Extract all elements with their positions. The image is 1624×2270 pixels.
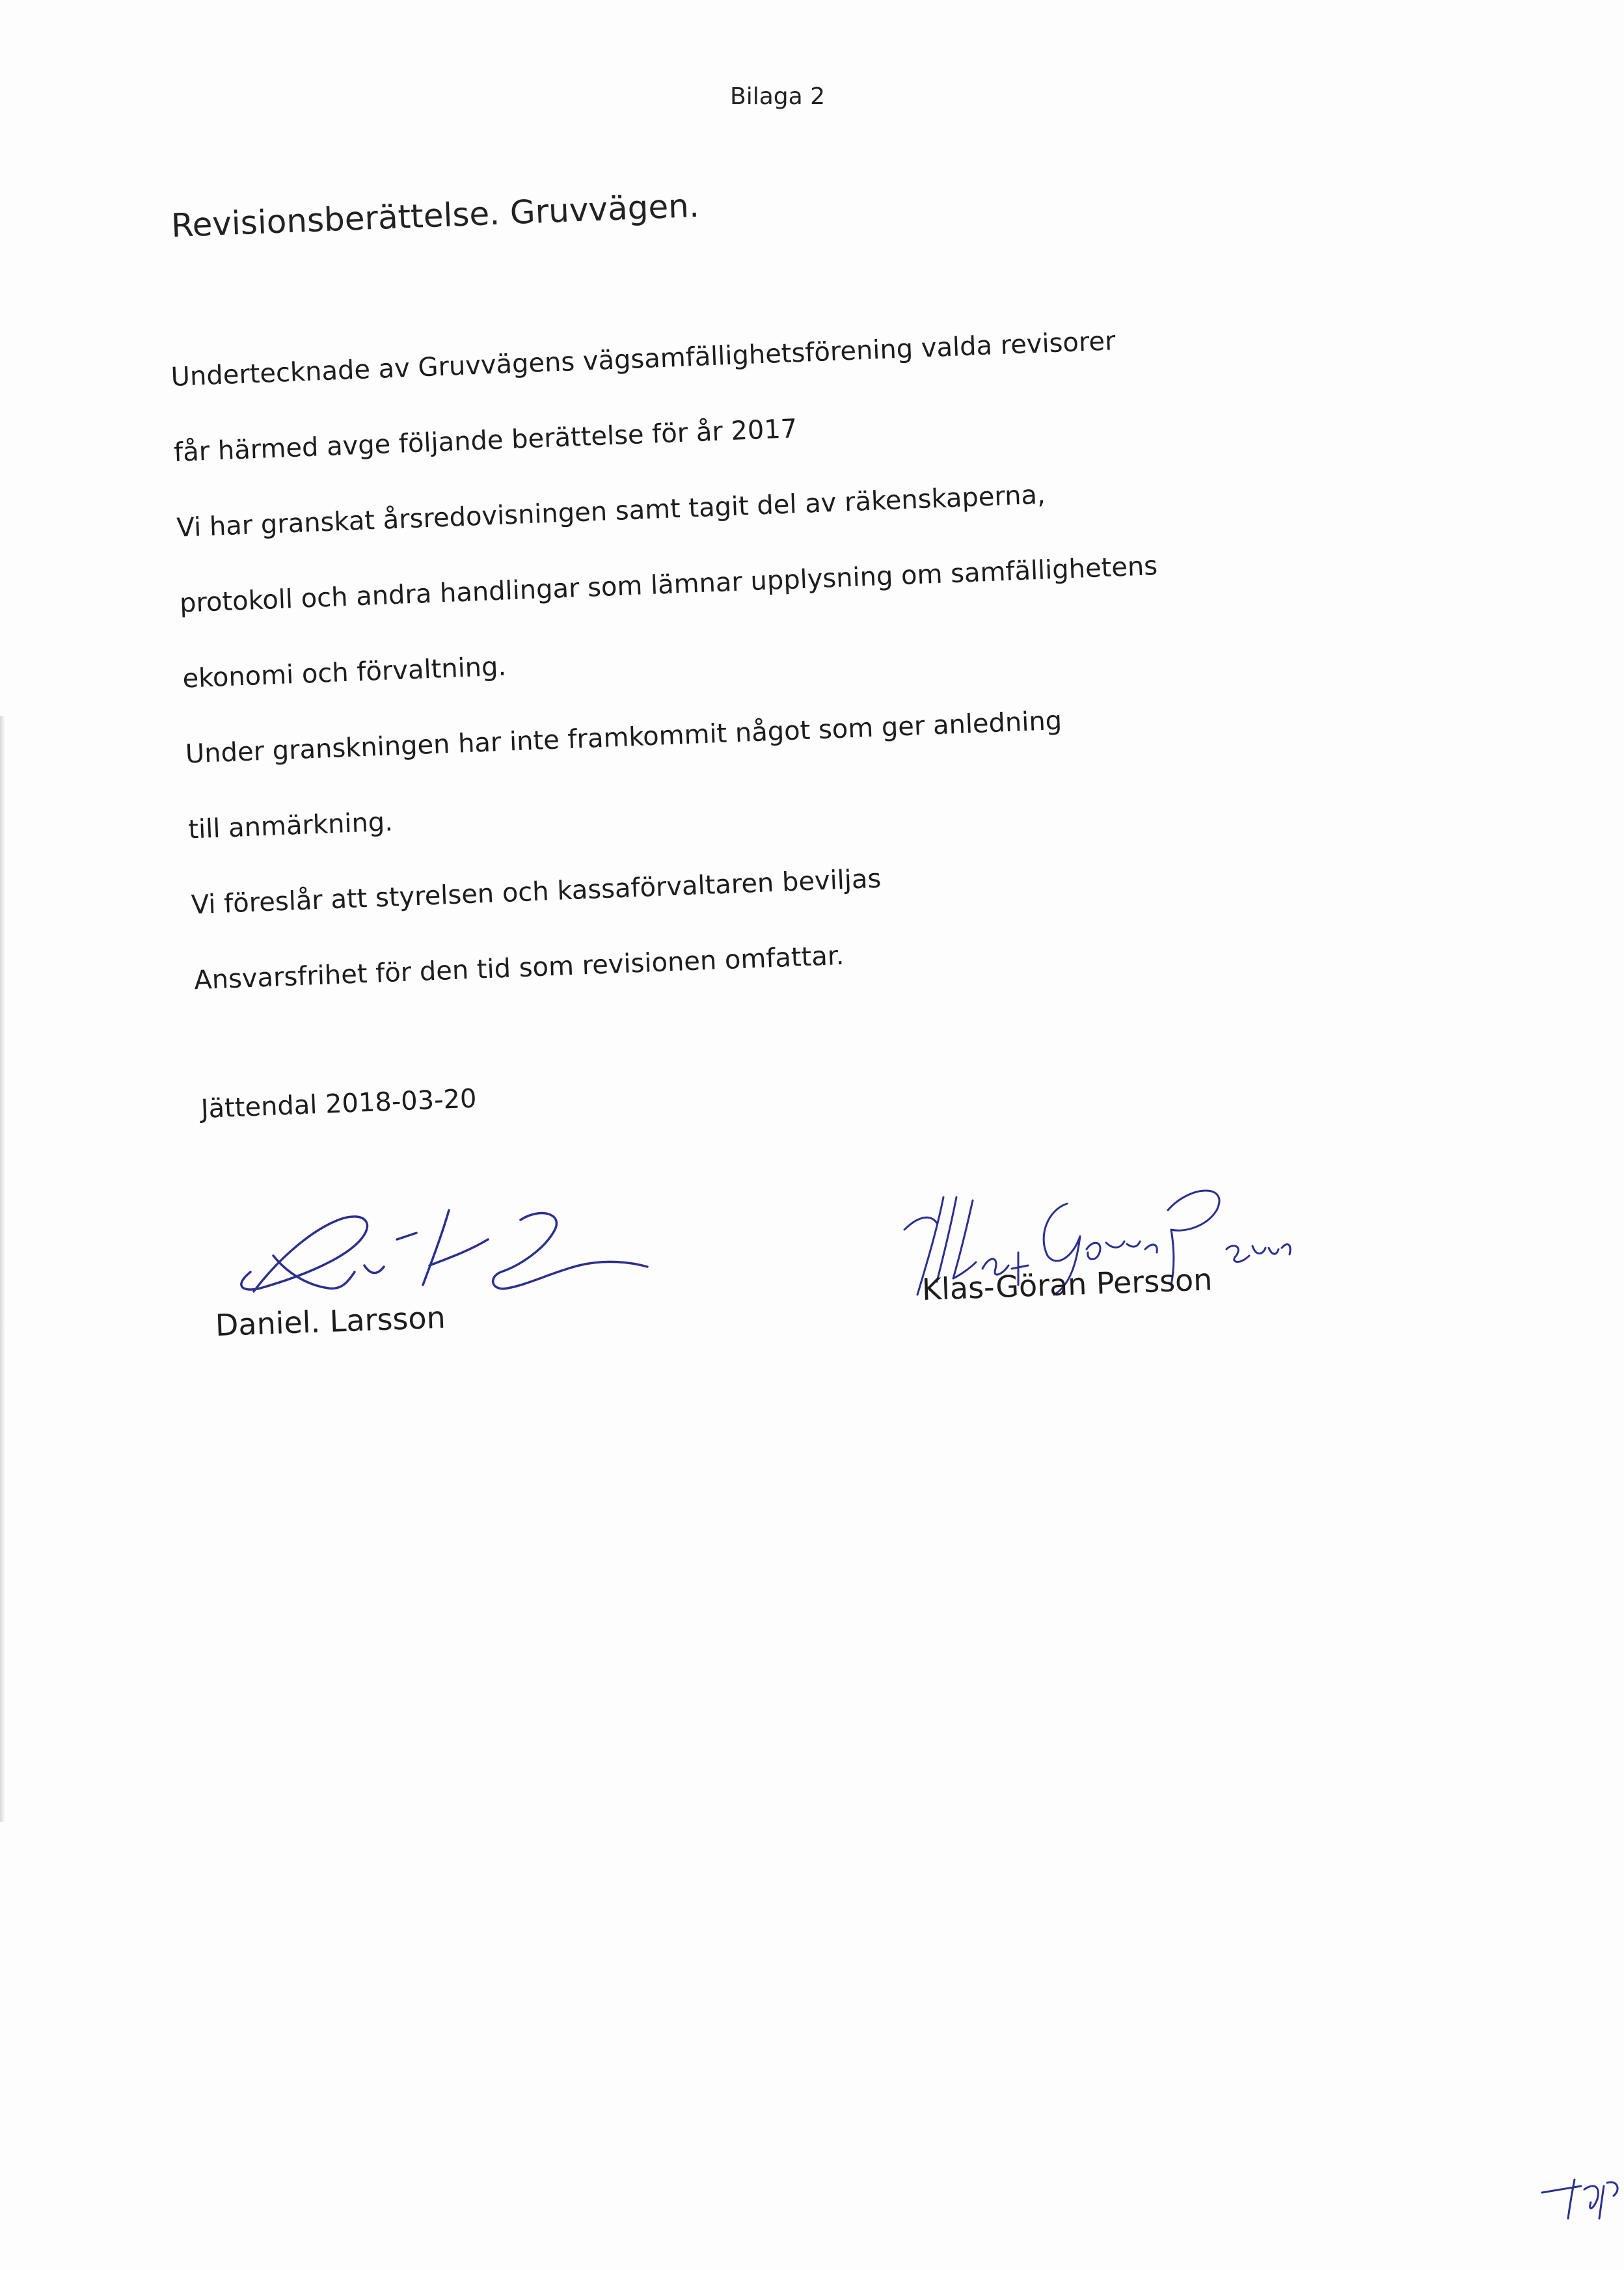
body-line: till anmärkning. [187,807,394,845]
body-line: Vi föreslår att styrelsen och kassaförvaltaren beviljas [191,863,882,921]
attachment-label: Bilaga 2 [730,83,826,110]
body-line: får härmed avge följande berättelse för år 2017 [173,414,798,468]
place-and-date: Jättendal 2018-03-20 [200,1083,478,1124]
body-line: ekonomi och förvaltning. [182,651,507,694]
signatory-name-klas-goran: Klas-Göran Persson [921,1262,1213,1307]
handwritten-initials [1536,2167,1624,2232]
body-line: Under granskningen har inte framkommit något som ger anledning [185,705,1062,770]
scan-shadow-edge [0,716,5,1822]
body-line: Undertecknade av Gruvvägens vägsamfällighetsförening valda revisorer [170,326,1116,392]
signature-daniel-larsson [215,1194,657,1311]
signatory-name-daniel: Daniel. Larsson [215,1299,446,1343]
document-title: Revisionsberättelse. Gruvvägen. [170,186,700,245]
body-line: Ansvarsfrihet för den tid som revisionen omfattar. [193,940,845,996]
audit-statement-body [170,322,1302,1043]
body-line: protokoll och andra handlingar som lämnar upplysning om samfällighetens [179,551,1158,619]
body-line: Vi har granskat årsredovisningen samt tagit del av räkenskaperna, [176,480,1046,543]
